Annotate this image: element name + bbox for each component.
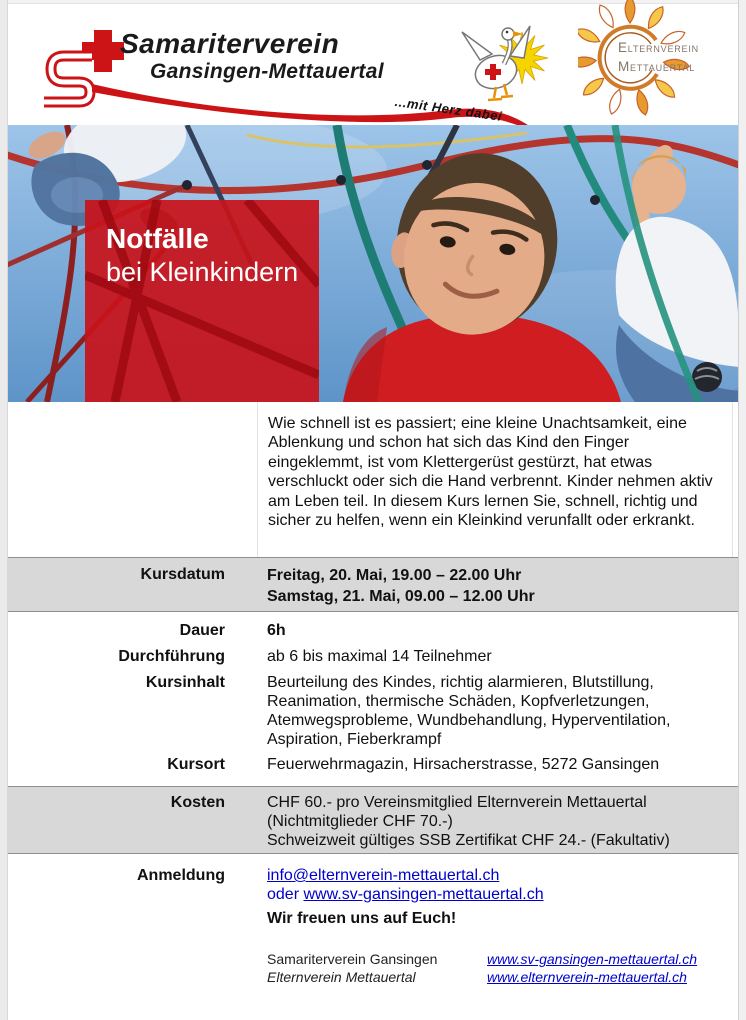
kosten-value — [267, 793, 670, 850]
kursort-label: Kursort — [167, 756, 225, 773]
dauer-row — [7, 621, 739, 640]
anmeldung-email-link[interactable]: info@elternverein-mettauertal.ch — [267, 867, 500, 884]
kosten-line2: (Nichtmitglieder CHF 70.-) — [267, 813, 453, 830]
kursdatum-label: Kursdatum — [140, 566, 225, 583]
kosten-label: Kosten — [170, 794, 225, 811]
kursdatum-band — [7, 557, 739, 612]
org-name-line1: Samariterverein — [120, 28, 340, 59]
elternverein-logo-line1: Elternverein — [618, 40, 699, 55]
goose-sun-icon — [450, 20, 550, 120]
footer-link-ev[interactable]: www.elternverein-mettauertal.ch — [487, 969, 687, 985]
kosten-band — [7, 786, 739, 854]
kursinhalt-value: Beurteilung des Kindes, richtig alarmieren, Blutstillung, Reanimation, thermische Schäden, Kopfverletzungen, Atemwegsprobleme, Wundbehandlung, Hyperventilation, Aspiration, Fieberkrampf — [267, 674, 671, 748]
intro-paragraph: Wie schnell ist es passiert; eine kleine Unachtsamkeit, eine Ablenkung und schon hat sich das Kind den Finger eingeklemmt, ist vom Klettergerüst gestürzt, hat etwas verschluckt oder sich die Hand verbrennt. Kinder nehmen aktiv am Leben teil. In diesem Kurs lernen Sie, schnell, richtig und sicher zu helfen, wenn ein Kleinkind verunfallt oder erkrankt. — [268, 415, 713, 530]
footer-org1: Samariterverein Gansingen — [267, 951, 438, 967]
dauer-label: Dauer — [179, 622, 225, 639]
elternverein-logo-line2: Mettauertal — [618, 59, 696, 74]
kursdatum-line2: Samstag, 21. Mai, 09.00 – 12.00 Uhr — [267, 588, 535, 605]
anmeldung-label: Anmeldung — [137, 867, 225, 884]
durchfuehrung-label: Durchführung — [118, 648, 225, 665]
org-tagline: ...mit Herz dabei — [393, 94, 504, 124]
footer-links — [487, 950, 697, 986]
footer-orgs — [267, 950, 437, 986]
dauer-value: 6h — [267, 622, 286, 639]
kursort-row — [7, 755, 739, 774]
footer-org2: Elternverein Mettauertal — [267, 969, 416, 985]
hero-photo — [7, 125, 739, 402]
footer-link-sv[interactable]: www.sv-gansingen-mettauertal.ch — [487, 951, 698, 967]
page-right-edge — [738, 0, 746, 1020]
durchfuehrung-value: ab 6 bis maximal 14 Teilnehmer — [267, 648, 492, 665]
org-name-line2: Gansingen-Mettauertal — [150, 60, 384, 83]
kosten-line1: CHF 60.- pro Vereinsmitglied Elternverein Mettauertal — [267, 794, 647, 811]
course-details — [7, 612, 739, 774]
hero-title-box — [106, 222, 298, 289]
kursinhalt-row — [7, 673, 739, 749]
durchfuehrung-row — [7, 647, 739, 666]
closing-text: Wir freuen uns auf Euch! — [267, 910, 457, 927]
anmeldung-website-link[interactable]: www.sv-gansingen-mettauertal.ch — [303, 886, 544, 903]
hero-title-line1: Notfälle — [106, 223, 209, 254]
anmeldung-section — [7, 853, 739, 904]
kursort-value: Feuerwehrmagazin, Hirsacherstrasse, 5272 Gansingen — [267, 756, 660, 773]
kursdatum-line1: Freitag, 20. Mai, 19.00 – 22.00 Uhr — [267, 567, 522, 584]
kosten-line3: Schweizweit gültiges SSB Zertifikat CHF 24.- (Fakultativ) — [267, 832, 670, 849]
intro-section — [257, 402, 733, 557]
hero-title-line2: bei Kleinkindern — [106, 257, 299, 287]
kursinhalt-label: Kursinhalt — [145, 674, 225, 691]
kursdatum-value — [267, 565, 535, 607]
page-left-edge — [0, 0, 8, 1020]
anmeldung-value — [267, 866, 544, 904]
anmeldung-conjunction: oder — [267, 886, 300, 903]
elternverein-logo-text — [618, 38, 728, 76]
